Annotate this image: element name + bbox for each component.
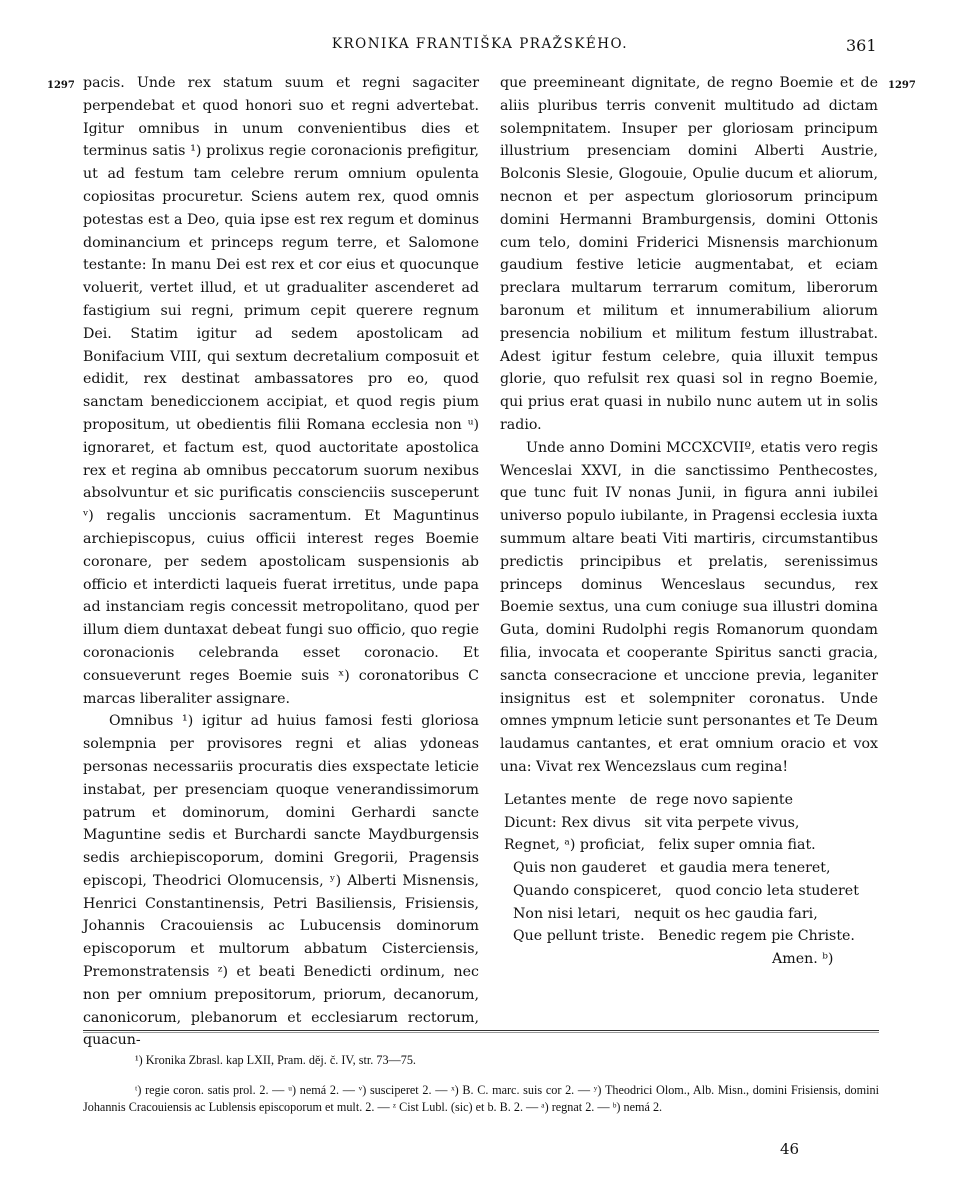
right-column bbox=[500, 72, 878, 971]
poem-line: Letantes mente de rege novo sapiente bbox=[504, 791, 794, 808]
paragraph: que preemineant dignitate, de regno Boemie et de aliis pluribus terris convenit multitudo ad dictam solempnitatem. Insuper per gloriosam principum illustrium presenciam domini Alberti Austrie, Bolconis Slesie, Glogouie, Opulie ducum et aliorum, necnon et per aspectum gloriosorum principum domini Hermanni Bramburgensis, domini Ottonis cum telo, domini Friderici Misnensis marchionum gaudium festive leticie augmentabat, et eciam preclara multarum terrarum comitum, liberorum baronum et militum et innumerabilium aliorum presencia nobilium et militum festum illustrabat. Adest igitur festum celebre, quia illuxit tempus glorie, quo refulsit rex quasi sol in regno Boemie, qui prius erat quasi in nubilo nunc autem ut in solis radio. bbox=[500, 75, 878, 433]
footnote-source: ¹) Kronika Zbrasl. kap LXII, Pram. děj. č. IV, str. 73—75. bbox=[135, 1053, 416, 1067]
poem bbox=[500, 789, 878, 971]
year-margin-left: 1297 bbox=[47, 80, 75, 91]
paragraph: pacis. Unde rex statum suum et regni sagaciter perpendebat et quod honori suo et regni advertebat. Igitur omnibus in unum convenientibus dies et terminus satis ¹) prolixus regie coronacionis prefigitur, ut ad festum tam celebre rerum omnium opulenta copiositas procuretur. Sciens autem rex, quod omnis potestas est a Deo, quia ipse est rex regum et dominus dominancium et princeps regum terre, et Salomone testante: In manu Dei est rex et cor eius et quocunque voluerit, vertet illud, et ut gradualiter ascenderet ad fastigium sui regni, primum cepit querere regnum Dei. Statim igitur ad sedem apostolicam ad Bonifacium VIII, qui sextum decretalium composuit et edidit, rex destinat ambassatores pro eo, quod sanctam benediccionem accipiat, et quod regis pium propositum, ut obedientis filii Romana ecclesia non ᵘ) ignoraret, et factum est, quod auctoritate apostolica rex et regina ab omnibus peccatorum suorum nexibus absolvuntur et sic purificatis conscienciis susceperunt ᵛ) regalis unccionis sacramentum. Et Maguntinus archiepiscopus, cuius officii interest reges Boemie coronare, per sedem apostolicam suspensionis ab officio et interdicti laqueis fuerat irretitus, unde papa ad instanciam regis concessit metropolitano, quod per illum diem duntaxat debeat fungi suo officio, quo regie coronacionis celebranda esset coronacio. Et consueverunt reges Boemie suis ˣ) coronatoribus C marcas liberaliter assignare. bbox=[83, 75, 479, 707]
paragraph: Omnibus ¹) igitur ad huius famosi festi gloriosa solempnia per provisores regni et alias ydoneas personas necessariis procuratis dies exspectate leticie instabat, per presenciam quoque venerandissimorum patrum et dominorum, domini Gerhardi sancte Maguntine sedis et Burchardi sancte Maydburgensis sedis archiepiscoporum, domini Gregorii, Pragensis episcopi, Theodrici Olomucensis, ʸ) Alberti Misnensis, Henrici Constantinensis, Petri Basiliensis, Frisiensis, Johannis Cracouiensis ac Lubucensis dominorum episcoporum et multorum abbatum Cisterciensis, Premonstratensis ᶻ) et beati Benedicti ordinum, nec non per omnium prepositorum, priorum, decanorum, canonicorum, plebanorum et ecclesiarum rectorum, quacun- bbox=[83, 713, 479, 1049]
poem-line: Dicunt: Rex divus sit vita perpete vivus, bbox=[504, 814, 800, 831]
footnote-divider bbox=[83, 1030, 879, 1031]
footnote-divider-secondary bbox=[83, 1032, 879, 1033]
poem-line: Que pellunt triste. Benedic regem pie Christe. bbox=[504, 928, 855, 945]
poem-line: Regnet, ᵃ) proficiat, felix super omnia fiat. bbox=[504, 837, 816, 854]
poem-line: Quis non gauderet et gaudia mera teneret, bbox=[504, 860, 831, 877]
footnote-variants: ᵗ) regie coron. satis prol. 2. — ᵘ) nemá 2. — ᵛ) susciperet 2. — ˣ) B. C. marc. suis cor 2. — ʸ) Theodrici Olom., Alb. Misn., domini Frisiensis, domini Johannis Cracouiensis ac Lublensis episcoporum et mult. 2. — ᶻ Cist Lubl. (sic) et b. B. 2. — ᵃ) regnat 2. — ᵇ) nemá 2. bbox=[83, 1083, 879, 1114]
poem-amen: Amen. ᵇ) bbox=[772, 951, 834, 968]
poem-line: Quando conspiceret, quod concio leta studeret bbox=[504, 882, 859, 899]
year-margin-right: 1297 bbox=[888, 80, 916, 91]
poem-line: Non nisi letari, nequit os hec gaudia fari, bbox=[504, 905, 818, 922]
signature-number: 46 bbox=[780, 1140, 800, 1158]
running-title: KRONIKA FRANTIŠKA PRAŽSKÉHO. bbox=[331, 36, 629, 52]
page-number: 361 bbox=[846, 36, 877, 55]
paragraph: Unde anno Domini MCCXCVIIº, etatis vero regis Wenceslai XXVI, in die sanctissimo Penthecostes, que tunc fuit IV nonas Junii, in figura anni iubilei universo populo iubilante, in Pragensi ecclesia iuxta summum altare beati Viti martiris, circumstantibus predictis principibus et prelatis, serenissimus princeps dominus Wenceslaus secundus, rex Boemie sextus, una cum coniuge sua illustri domina Guta, domini Rudolphi regis Romanorum quondam filia, invocata et cooperante Spiritus sancti gracia, sancta consecracione et unccione previa, leganiter insignitus est et solempniter coronatus. Unde omnes ympnum leticie sunt personantes et Te Deum laudamus cantantes, et erat omnium oracio et vox una: Vivat rex Wencezslaus cum regina! bbox=[500, 439, 878, 775]
left-column bbox=[83, 72, 479, 1052]
